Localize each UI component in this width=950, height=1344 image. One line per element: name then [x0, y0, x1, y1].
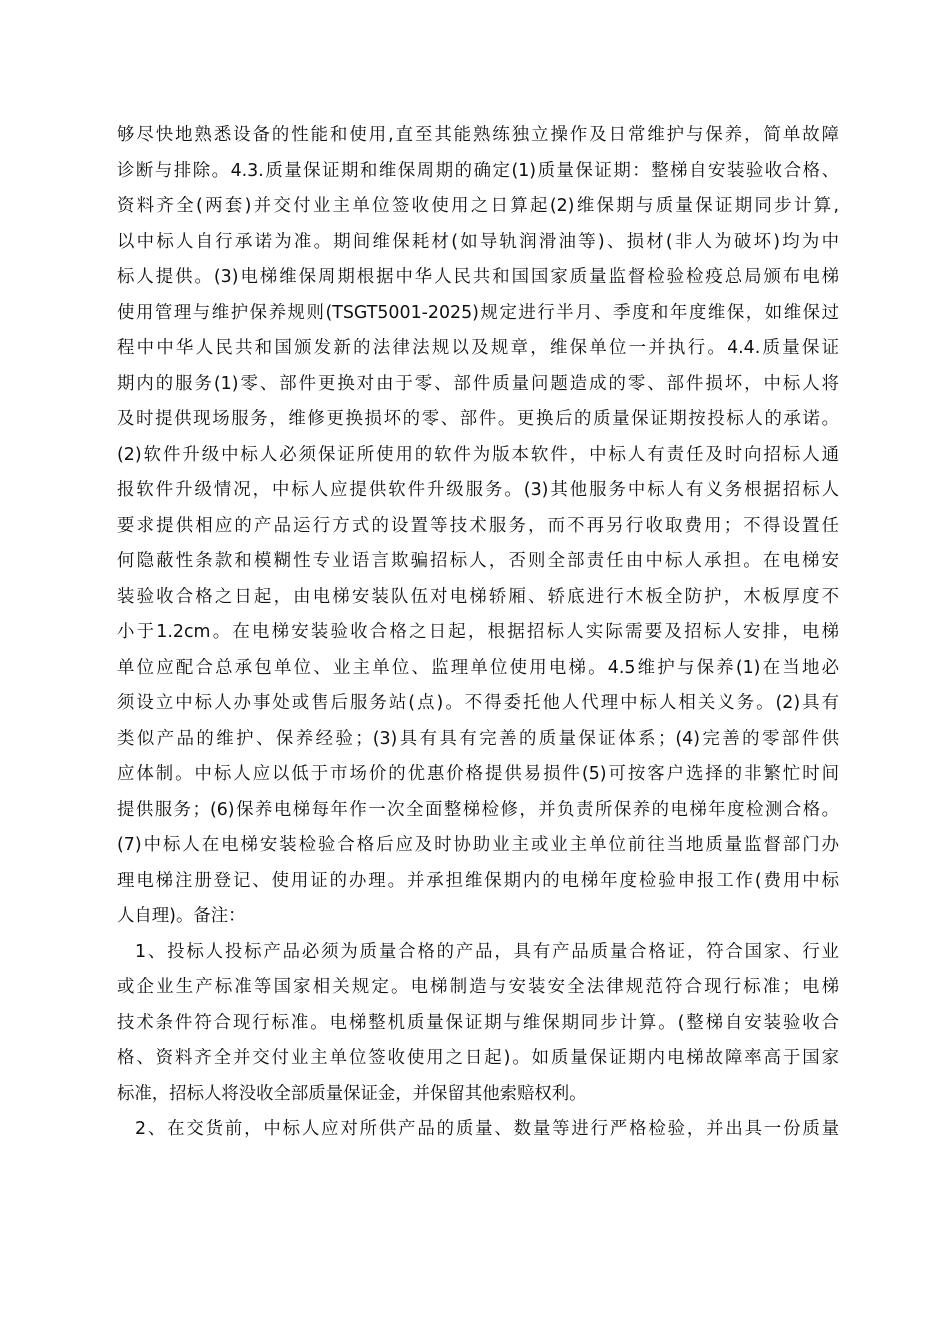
paragraph-line: 使用管理与维护保养规则(TSGT5001-2025)规定进行半月、季度和年度维保，如维保过: [117, 302, 839, 323]
paragraph-line: 技术条件符合现行标准。电梯整机质量保证期与维保期同步计算。(整梯自安装验收合: [117, 1012, 839, 1033]
paragraph-line: 期内的服务(1)零、部件更换对由于零、部件质量问题造成的零、部件损坏，中标人将: [117, 373, 839, 394]
paragraph-line: 2、在交货前，中标人应对所供产品的质量、数量等进行严格检验，并出具一份质量: [135, 1119, 839, 1139]
paragraph-line: 装验收合格之日起，由电梯安装队伍对电梯轿厢、轿底进行木板全防护，木板厚度不: [117, 586, 839, 607]
paragraph-line: 格、资料齐全并交付业主单位签收使用之日起)。如质量保证期内电梯故障率高于国家: [117, 1048, 839, 1068]
document-body: [117, 118, 839, 1148]
paragraph-line: 报软件升级情况，中标人应提供软件升级服务。(3)其他服务中标人有义务根据招标人: [117, 480, 839, 500]
paragraph-line: 以中标人自行承诺为准。期间维保耗材(如导轨润滑油等)、损材(非人为破坏)均为中: [117, 231, 839, 252]
paragraph-line: 类似产品的维护、保养经验；(3)具有具有完善的质量保证体系；(4)完善的零部件供: [117, 728, 839, 749]
paragraph-line: 理电梯注册登记、使用证的办理。并承担维保期内的电梯年度检验申报工作(费用中标: [117, 870, 839, 891]
paragraph-line: (7)中标人在电梯安装检验合格后应及时协助业主或业主单位前往当地质量监督部门办: [117, 835, 839, 855]
paragraph-line: 或企业生产标准等国家相关规定。电梯制造与安装安全法律规范符合现行标准；电梯: [117, 977, 839, 997]
paragraph-line: 程中中华人民共和国颁发新的法律法规以及规章，维保单位一并执行。4.4.质量保证: [117, 338, 839, 358]
paragraph-line: 标准，招标人将没收全部质量保证金，并保留其他索赔权利。: [117, 1083, 587, 1104]
paragraph-line: 何隐蔽性条款和模糊性专业语言欺骗招标人，否则全部责任由中标人承担。在电梯安: [117, 551, 839, 571]
paragraph-line: (2)软件升级中标人必须保证所使用的软件为版本软件，中标人有责任及时向招标人通: [117, 444, 839, 465]
paragraph-line: 诊断与排除。4.3.质量保证期和维保周期的确定(1)质量保证期：整梯自安装验收合格、: [117, 160, 839, 181]
paragraph-line: 资料齐全(两套)并交付业主单位签收使用之日算起(2)维保期与质量保证期同步计算,: [117, 196, 839, 216]
paragraph-line: 1、投标人投标产品必须为质量合格的产品，具有产品质量合格证，符合国家、行业: [135, 941, 839, 962]
paragraph-line: 小于1.2cm。在电梯安装验收合格之日起，根据招标人实际需要及招标人安排，电梯: [117, 622, 839, 642]
paragraph-line: 应体制。中标人应以低于市场价的优惠价格提供易损件(5)可按客户选择的非繁忙时间: [117, 764, 839, 784]
paragraph-line: 单位应配合总承包单位、业主单位、监理单位使用电梯。4.5维护与保养(1)在当地必: [117, 657, 839, 678]
paragraph-line: 提供服务；(6)保养电梯每年作一次全面整梯检修，并负责所保养的电梯年度检测合格。: [117, 799, 839, 820]
paragraph-line: 及时提供现场服务，维修更换损坏的零、部件。更换后的质量保证期按投标人的承诺。: [117, 409, 839, 429]
paragraph-line: 够尽快地熟悉设备的性能和使用,直至其能熟练独立操作及日常维护与保养，简单故障: [117, 125, 839, 145]
paragraph-line: 要求提供相应的产品运行方式的设置等技术服务，而不再另行收取费用；不得设置任: [117, 515, 839, 536]
paragraph-line: 标人提供。(3)电梯维保周期根据中华人民共和国国家质量监督检验检疫总局颁布电梯: [117, 267, 839, 287]
paragraph-line: 人自理)。备注：: [117, 906, 246, 926]
paragraph-line: 须设立中标人办事处或售后服务站(点)。不得委托他人代理中标人相关义务。(2)具有: [117, 693, 839, 713]
